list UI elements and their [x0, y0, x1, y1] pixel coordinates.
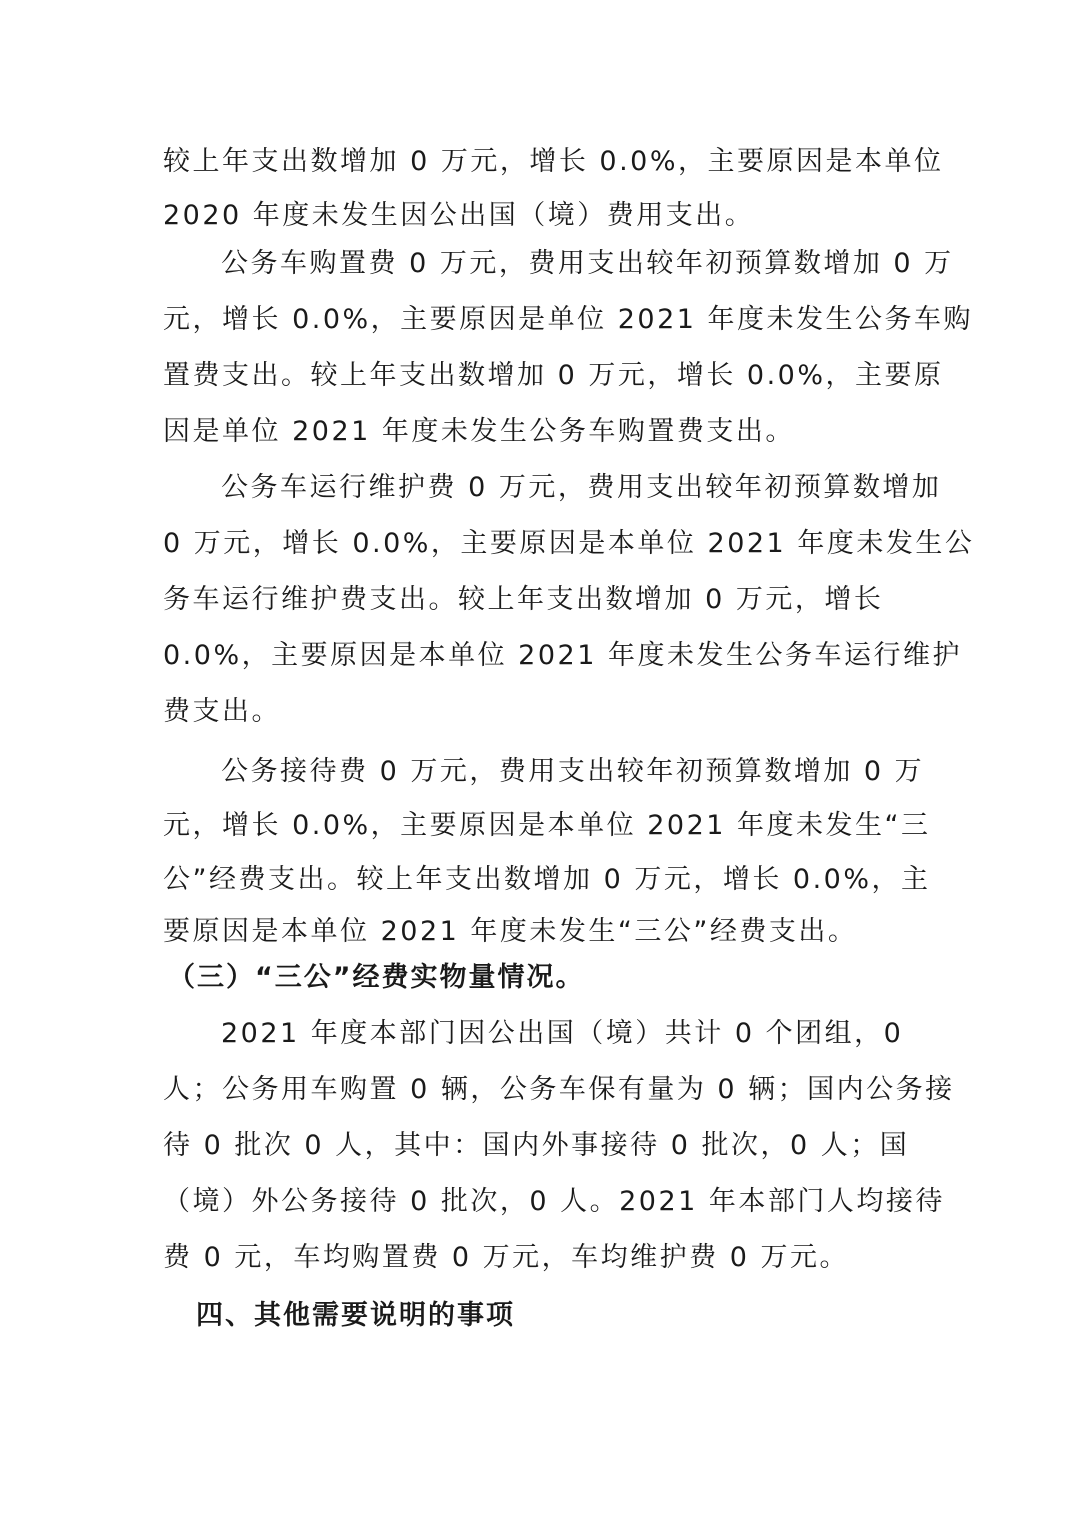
text-line: 0 万元，增长 0.0%，主要原因是本单位 2021 年度未发生公 [163, 528, 975, 559]
text-line: 较上年支出数增加 0 万元，增长 0.0%，主要原因是本单位 [163, 146, 944, 177]
text-line: 公务车运行维护费 0 万元，费用支出较年初预算数增加 [221, 472, 942, 503]
text-line: 元，增长 0.0%，主要原因是本单位 2021 年度未发生“三 [163, 810, 931, 841]
text-line: 公”经费支出。较上年支出数增加 0 万元，增长 0.0%，主 [163, 864, 931, 895]
text-line: 2021 年度本部门因公出国（境）共计 0 个团组，0 [221, 1018, 904, 1049]
text-line: 待 0 批次 0 人，其中：国内外事接待 0 批次，0 人；国 [163, 1130, 910, 1161]
text-line: 0.0%，主要原因是本单位 2021 年度未发生公务车运行维护 [163, 640, 962, 671]
section-heading: 四、其他需要说明的事项 [196, 1300, 515, 1331]
section-heading: （三）“三公”经费实物量情况。 [168, 962, 585, 993]
text-line: 人；公务用车购置 0 辆，公务车保有量为 0 辆；国内公务接 [163, 1074, 955, 1105]
text-line: 务车运行维护费支出。较上年支出数增加 0 万元，增长 [163, 584, 884, 615]
text-line: 要原因是本单位 2021 年度未发生“三公”经费支出。 [163, 916, 858, 947]
text-line: 公务接待费 0 万元，费用支出较年初预算数增加 0 万 [221, 756, 925, 787]
text-line: （境）外公务接待 0 批次，0 人。2021 年本部门人均接待 [163, 1186, 945, 1217]
text-line: 置费支出。较上年支出数增加 0 万元，增长 0.0%，主要原 [163, 360, 944, 391]
text-line: 费支出。 [163, 696, 281, 727]
text-line: 公务车购置费 0 万元，费用支出较年初预算数增加 0 万 [221, 248, 954, 279]
text-line: 费 0 元，车均购置费 0 万元，车均维护费 0 万元。 [163, 1242, 850, 1273]
text-line: 元，增长 0.0%，主要原因是单位 2021 年度未发生公务车购 [163, 304, 974, 335]
text-line: 2020 年度未发生因公出国（境）费用支出。 [163, 200, 755, 231]
text-line: 因是单位 2021 年度未发生公务车购置费支出。 [163, 416, 795, 447]
